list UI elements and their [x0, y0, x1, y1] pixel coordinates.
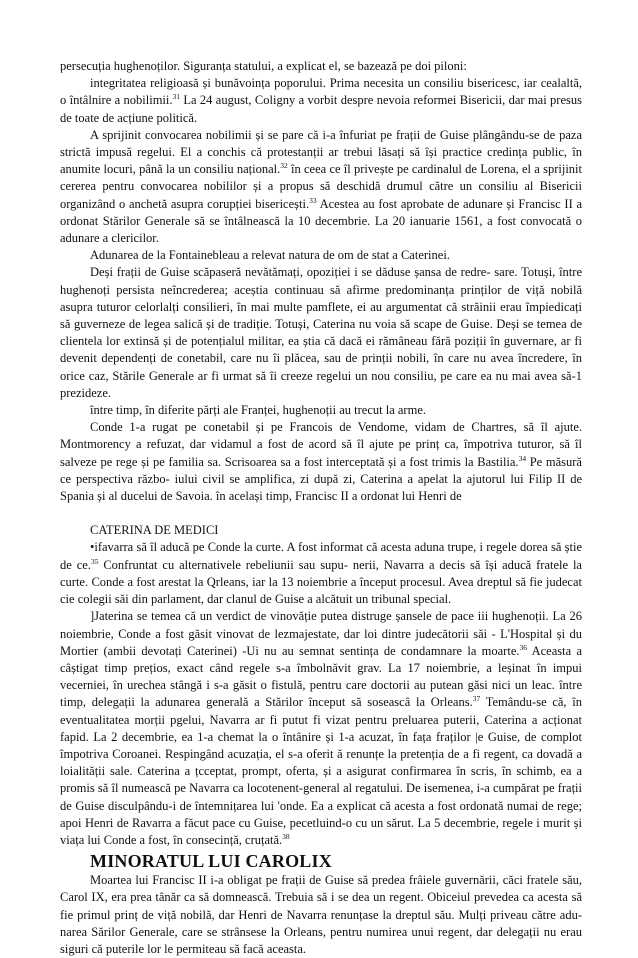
paragraph: Deși frații de Guise scăpaseră nevătămați, opoziției i se dăduse șansa de redre- sare. Totuși, între hughenoți persista neîncrederea; aceștia continuau să afirme predominanța prinților de viță nobilă asupra tuturor celorlalți consilieri, în mai multe pamflete, ei au argumentat că străinii erau împiedicați să guverneze de legea salică și de tradiție. Totuși, Caterina nu voia să scape de Guise. Deși se temea de clientela lor extinsă și de potențialul militar, ea știa că dacă ei rămâneau fără poziții în guvernare, ar fi devenit dependenți de conetabil, care nu îi plăcea, sau de prinții nobili, în care nu avea încredere, în orice caz, Stările Generale ar fi urmat să îi creeze regelui un nou consiliu, pe care ea nu mai avea să-1 prezideze.: [60, 265, 582, 400]
paragraph: între timp, în diferite părți ale Franței, hughenoții au trecut la arme.: [90, 403, 426, 418]
footnote-ref: 37: [472, 694, 481, 704]
footnote-ref: 35: [90, 556, 99, 566]
section-heading: MINORATUL LUI CAROLIX: [90, 851, 332, 872]
paragraph: ]Jaterina se temea că un verdict de vinovăție putea distruge șansele de pace iii hughenoții. La 26 noiembrie, Conde a fost găsit vinovat de lezmajestate, dar loi dintre judecătorii săi - L'Hospital și du Mortier (ambii devotați Caterinei) -Ui nu au semnat sentința de condamnare la moarte.$^{36}$ Aceasta a câștigat timp prețios, exact când regele s-a îmbolnăvit grav. La 17 noiembrie, a leșinat în impui vecerniei, în urechea stângă i s-a găsit o fistulă, pentru care doctorii au putean găsi nici un leac. între timp, delegații la adunarea generală a Stărilor început să soseascâ la Orleans.$^{37}$ Temându-se că, în eventualitatea morții pgelui, Navarra ar fi putut fi vizat pentru preluarea puterii, Caterina a acționat fapid. La 2 decembrie, ea 1-a chemat la o întânire și 1-a acuzat, în fața fraților |e Guise, de complot împotriva Coroanei. Respingând acuzația, el s-a oferit ă renunțe la pretenția de a fi regent, ca dovadă a loialității sale. Caterina a țcceptat, prompt, oferta, și a asigurat confirmarea în scris, în schimb, ea a promis să îl numească pe Navarra ca locotenent-general al regatului. De isemenea, i-a cumpărat pe frații de Guise disculpându-i de întemnițarea lui 'onde. Ea a explicat că acesta a fost ordonată numai de rege; apoi Henri de Ravarra a făcut pace cu Guise, pecetluind-o cu un sărut. La 5 decembrie, regele i murit și viața lui Conde a fost, în consecință, cruțată.$^{38}$: [60, 609, 582, 847]
paragraph: Conde 1-a rugat pe conetabil și pe Francois de Vendome, vidam de Chartres, să îl ajute. Montmorency a refuzat, dar vidamul a fost de acord să îl ajute pe prinț ca, împotriva tuturor, să îl salveze pe rege și pe familia sa. Scrisoarea sa a fost interceptată și a fost trimis la Bastilia.$^{34}$ Pe măsură ce perspectiva războ- iului civil se amplifica, zi după zi, Caterina a apelat la ajutorul lui Filip II de Spania și al ducelui de Savoia. în același timp, Francisc II a ordonat lui Henri de: [60, 420, 582, 504]
footnote-ref: 38: [282, 831, 290, 841]
page-text: [60, 58, 582, 958]
footnote-ref: 34: [518, 453, 527, 463]
footnote-ref: 32: [280, 161, 288, 171]
paragraph: persecuția hughenoților. Siguranța statului, a explicat el, se bazează pe doi piloni:: [60, 59, 467, 73]
footnote-ref: 33: [309, 195, 317, 205]
paragraph: integritatea religioasă și bunăvoința poporului. Prima necesita un consiliu bisericesc, iar cealaltă, o întâlnire a nobilimii.$^{31}$ La 24 august, Coligny a vorbit despre nevoia reformei Bisericii, dar mai presus de toate de acțiune politică.: [60, 76, 582, 125]
running-header: CATERINA DE MEDICI: [90, 523, 219, 538]
paragraph: A sprijinit convocarea nobilimii și se pare că i-a înfuriat pe frații de Guise plângându-se de paza strictă impusă regelui. El a conchis că protestanții ar trebui lăsați să își practice credința public, în anumite locuri, până la un consiliu național.$^{32}$ în ceea ce îl privește pe cardinalul de Lorena, el a sprijinit cererea pentru convocarea nobililor și a propus să deschidă drumul către un consiliu al Bisericii organizând o anchetă asupra corupției bisericești.$^{33}$ Acestea au fost aprobate de adunare și Francisc II a ordonat Stărilor Generale să se întâlnească la 10 decembrie. La 20 ianuarie 1561, a fost convocată o adunare a clericilor.: [60, 127, 582, 246]
footnote-ref: 36: [519, 642, 527, 652]
paragraph: Adunarea de la Fontainebleau a relevat natura de om de stat a Caterinei.: [90, 248, 450, 263]
paragraph: •ifavarra să îl aducă pe Conde la curte. A fost informat că acesta aduna trupe, i regele dorea să știe de ce.$^{35}$ Confruntat cu alternativele rebeliunii sau supu- nerii, Navarra a decis să își aducă fratele la curte. Conde a fost arestat la Qrleans, iar la 13 noiembrie a început procesul. Avea dreptul să fie judecat cie colegii săi din parlament, dar clanul de Guise a alcătuit un tribunal special.: [60, 540, 582, 607]
paragraph: Moartea lui Francisc II i-a obligat pe frații de Guise să predea frâiele guvernării, căci fratele său, Carol IX, era prea tânăr ca să domnească. Trebuia să i se dea un regent. Obiceiul prevedea ca acesta să fie primul prinț de viță nobilă, dar Henri de Navarra renunțase la dreptul său. Mulți priveau către adu- narea Sărilor Generale, care se strânsese la Orleans, pentru numirea unui regent, dar delegații nu erau siguri că puterile lor le permiteau să facă aceasta.: [60, 873, 582, 956]
footnote-ref: 31: [172, 92, 181, 102]
